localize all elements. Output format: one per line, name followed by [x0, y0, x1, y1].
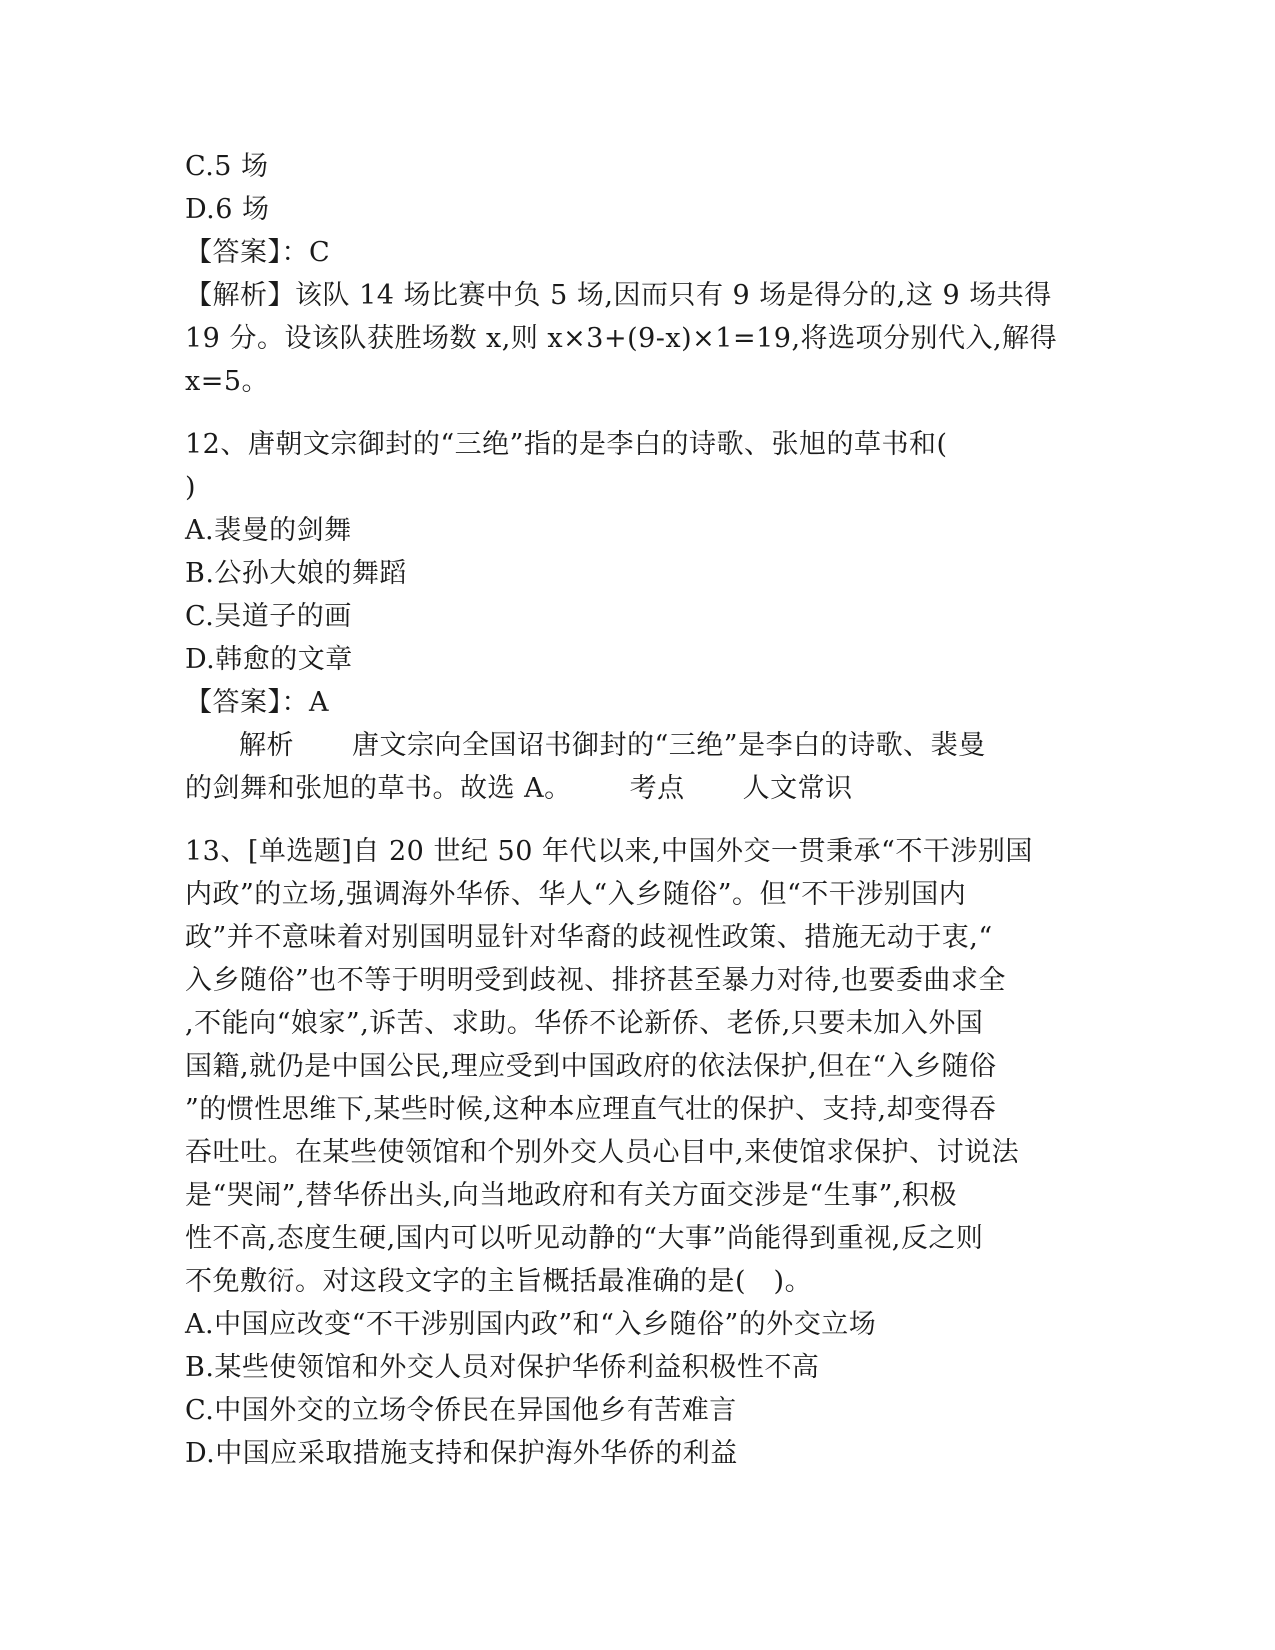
document-page	[185, 145, 1085, 1475]
q13-stem-line: ”的惯性思维下,某些时候,这种本应理直气壮的保护、支持,却变得吞	[185, 1094, 997, 1125]
q11-analysis-line: x=5。	[185, 366, 270, 397]
q12-kaodian-label: 考点	[629, 773, 685, 804]
q11-analysis-line: 【解析】该队 14 场比赛中负 5 场,因而只有 9 场是得分的,这 9 场共得	[185, 280, 1052, 311]
q12-option-a: A.裴曼的剑舞	[185, 515, 352, 546]
q12-stem-line: )	[185, 472, 197, 503]
q12-answer: 【答案】：A	[185, 687, 329, 718]
q13-option-d: D.中国应采取措施支持和保护海外华侨的利益	[185, 1438, 738, 1469]
q13-stem-line: 不免敷衍。对这段文字的主旨概括最准确的是( )。	[185, 1266, 813, 1297]
q13-stem-line: 是“哭闹”,替华侨出头,向当地政府和有关方面交涉是“生事”,积极	[185, 1180, 957, 1211]
q13-option-c: C.中国外交的立场令侨民在异国他乡有苦难言	[185, 1395, 737, 1426]
q13-stem-line: ,不能向“娘家”,诉苦、求助。华侨不论新侨、老侨,只要未加入外国	[185, 1008, 984, 1039]
q13-stem-line: 入乡随俗”也不等于明明受到歧视、排挤甚至暴力对待,也要委曲求全	[185, 965, 1006, 996]
q12-kaodian-value: 人文常识	[742, 773, 853, 804]
q12-analysis-line-2	[185, 767, 1085, 810]
q12-stem-line: 12、唐朝文宗御封的“三绝”指的是李白的诗歌、张旭的草书和(	[185, 429, 948, 460]
q13-option-b: B.某些使领馆和外交人员对保护华侨利益积极性不高	[185, 1352, 820, 1383]
q13-stem-line: 国籍,就仍是中国公民,理应受到中国政府的依法保护,但在“入乡随俗	[185, 1051, 997, 1082]
q11-analysis-line: 19 分。设该队获胜场数 x,则 x×3+(9-x)×1=19,将选项分别代入,解得	[185, 323, 1058, 354]
q11-option-d: D.6 场	[185, 194, 270, 225]
q13-stem-line: 政”并不意味着对别国明显针对华裔的歧视性政策、措施无动于衷,“	[185, 922, 993, 953]
q12-analysis-text: 唐文宗向全国诏书御封的“三绝”是李白的诗歌、裴曼	[352, 730, 986, 761]
q12-option-b: B.公孙大娘的舞蹈	[185, 558, 407, 589]
q13-stem-line: 性不高,态度生硬,国内可以听见动静的“大事”尚能得到重视,反之则	[185, 1223, 984, 1254]
q12-analysis-line-1	[185, 724, 1085, 767]
q11-option-c: C.5 场	[185, 151, 269, 182]
q13-option-a: A.中国应改变“不干涉别国内政”和“入乡随俗”的外交立场	[185, 1309, 877, 1340]
q11-answer: 【答案】：C	[185, 237, 331, 268]
q13-stem-line: 13、[单选题]自 20 世纪 50 年代以来,中国外交一贯秉承“不干涉别国	[185, 836, 1033, 867]
q12-option-d: D.韩愈的文章	[185, 644, 353, 675]
q13-stem-line: 吞吐吐。在某些使领馆和个别外交人员心目中,来使馆求保护、讨说法	[185, 1137, 1020, 1168]
q12-analysis-label: 解析	[239, 730, 294, 761]
q13-stem-line: 内政”的立场,强调海外华侨、华人“入乡随俗”。但“不干涉别国内	[185, 879, 967, 910]
q12-analysis-text: 的剑舞和张旭的草书。故选 A。	[185, 773, 572, 804]
q12-option-c: C.吴道子的画	[185, 601, 352, 632]
